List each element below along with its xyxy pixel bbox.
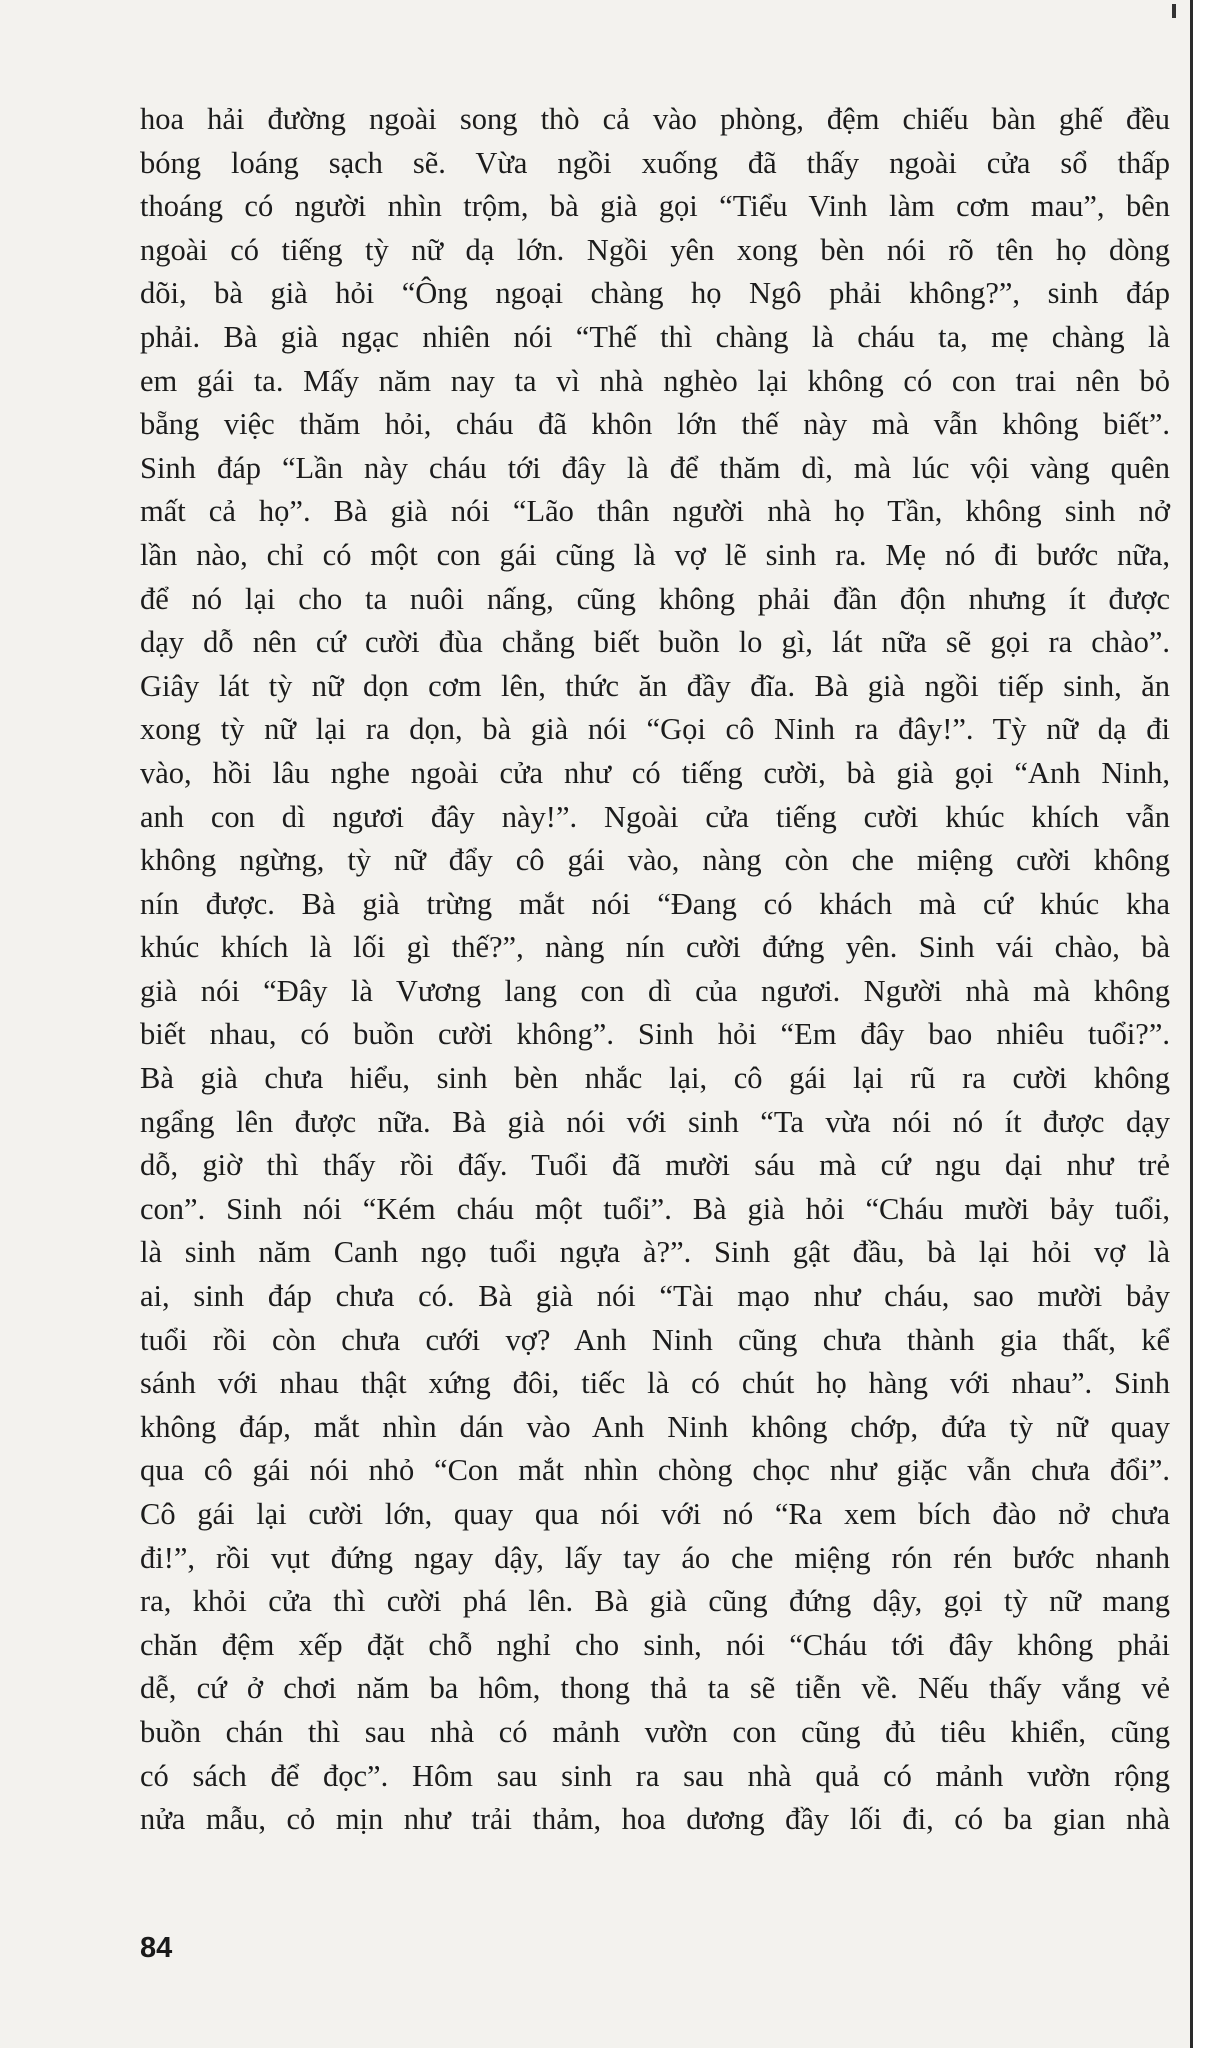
text-line: Bà già chưa hiểu, sinh bèn nhắc lại, cô gái lại rũ ra cười không [140, 1061, 1170, 1096]
text-line: mất cả họ”. Bà già nói “Lão thân người nhà họ Tần, không sinh nở [140, 494, 1170, 529]
text-line: xong tỳ nữ lại ra dọn, bà già nói “Gọi cô Ninh ra đây!”. Tỳ nữ dạ đi [140, 712, 1170, 747]
text-line: dễ, cứ ở chơi năm ba hôm, thong thả ta sẽ tiễn về. Nếu thấy vắng vẻ [140, 1671, 1170, 1706]
text-line: vào, hồi lâu nghe ngoài cửa như có tiếng cười, bà già gọi “Anh Ninh, [140, 755, 1170, 790]
text-line: không ngừng, tỳ nữ đẩy cô gái vào, nàng còn che miệng cười không [140, 843, 1170, 878]
text-line: có sách để đọc”. Hôm sau sinh ra sau nhà quả có mảnh vườn rộng [140, 1758, 1170, 1793]
text-line: già nói “Đây là Vương lang con dì của ngươi. Người nhà mà không [140, 973, 1170, 1008]
text-line: Sinh đáp “Lần này cháu tới đây là để thăm dì, mà lúc vội vàng quên [140, 450, 1170, 485]
text-line: anh con dì ngươi đây này!”. Ngoài cửa tiếng cười khúc khích vẫn [140, 799, 1170, 834]
text-line: ngoài có tiếng tỳ nữ dạ lớn. Ngồi yên xong bèn nói rõ tên họ dòng [140, 232, 1170, 267]
text-line: chăn đệm xếp đặt chỗ nghỉ cho sinh, nói “Cháu tới đây không phải [140, 1627, 1170, 1662]
text-line: tuổi rồi còn chưa cưới vợ? Anh Ninh cũng chưa thành gia thất, kể [140, 1322, 1170, 1357]
text-line: nín được. Bà già trừng mắt nói “Đang có khách mà cứ khúc kha [140, 886, 1170, 921]
text-line: nửa mẫu, cỏ mịn như trải thảm, hoa dương đầy lối đi, có ba gian nhà [140, 1802, 1170, 1837]
text-line: không đáp, mắt nhìn dán vào Anh Ninh không chớp, đứa tỳ nữ quay [140, 1409, 1170, 1444]
page-edge-strip [1190, 0, 1231, 2048]
text-line: là sinh năm Canh ngọ tuổi ngựa à?”. Sinh gật đầu, bà lại hỏi vợ là [140, 1235, 1170, 1270]
text-line: thoáng có người nhìn trộm, bà già gọi “Tiểu Vinh làm cơm mau”, bên [140, 189, 1170, 224]
text-line: ra, khỏi cửa thì cười phá lên. Bà già cũng đứng dậy, gọi tỳ nữ mang [140, 1584, 1170, 1619]
text-line: bẵng việc thăm hỏi, cháu đã khôn lớn thế này mà vẫn không biết”. [140, 407, 1170, 442]
text-line: Cô gái lại cười lớn, quay qua nói với nó “Ra xem bích đào nở chưa [140, 1497, 1170, 1531]
text-line: đi!”, rồi vụt đứng ngay dậy, lấy tay áo che miệng rón rén bước nhanh [140, 1540, 1170, 1575]
text-line: qua cô gái nói nhỏ “Con mắt nhìn chòng chọc như giặc vẫn chưa đổi”. [140, 1453, 1170, 1488]
text-line: để nó lại cho ta nuôi nấng, cũng không phải đần độn nhưng ít được [140, 581, 1170, 616]
text-line: hoa hải đường ngoài song thò cả vào phòng, đệm chiếu bàn ghế đều [140, 102, 1170, 136]
text-line: dạy dỗ nên cứ cười đùa chẳng biết buồn lo gì, lát nữa sẽ gọi ra chào”. [140, 625, 1170, 660]
text-line: lần nào, chỉ có một con gái cũng là vợ lẽ sinh ra. Mẹ nó đi bước nữa, [140, 537, 1170, 572]
text-line: con”. Sinh nói “Kém cháu một tuổi”. Bà già hỏi “Cháu mười bảy tuổi, [140, 1191, 1170, 1226]
text-line: buồn chán thì sau nhà có mảnh vườn con cũng đủ tiêu khiển, cũng [140, 1714, 1170, 1749]
text-line: dỗ, giờ thì thấy rồi đấy. Tuổi đã mười sáu mà cứ ngu dại như trẻ [140, 1148, 1170, 1183]
text-line: ngẩng lên được nữa. Bà già nói với sinh “Ta vừa nói nó ít được dạy [140, 1104, 1170, 1139]
text-line: ai, sinh đáp chưa có. Bà già nói “Tài mạo như cháu, sao mười bảy [140, 1279, 1170, 1314]
text-line: Giây lát tỳ nữ dọn cơm lên, thức ăn đầy đĩa. Bà già ngồi tiếp sinh, ăn [140, 668, 1170, 703]
text-line: sánh với nhau thật xứng đôi, tiếc là có chút họ hàng với nhau”. Sinh [140, 1366, 1170, 1401]
text-line: em gái ta. Mấy năm nay ta vì nhà nghèo lại không có con trai nên bỏ [140, 363, 1170, 398]
body-text [140, 98, 1170, 1842]
text-line: biết nhau, có buồn cười không”. Sinh hỏi “Em đây bao nhiêu tuổi?”. [140, 1017, 1170, 1052]
text-line: bóng loáng sạch sẽ. Vừa ngồi xuống đã thấy ngoài cửa sổ thấp [140, 145, 1170, 180]
text-line: khúc khích là lối gì thế?”, nàng nín cười đứng yên. Sinh vái chào, bà [140, 930, 1170, 965]
corner-mark [1172, 4, 1176, 18]
text-line: dõi, bà già hỏi “Ông ngoại chàng họ Ngô phải không?”, sinh đáp [140, 276, 1170, 311]
page-number: 84 [140, 1932, 173, 1964]
text-line: phải. Bà già ngạc nhiên nói “Thế thì chàng là cháu ta, mẹ chàng là [140, 319, 1170, 354]
